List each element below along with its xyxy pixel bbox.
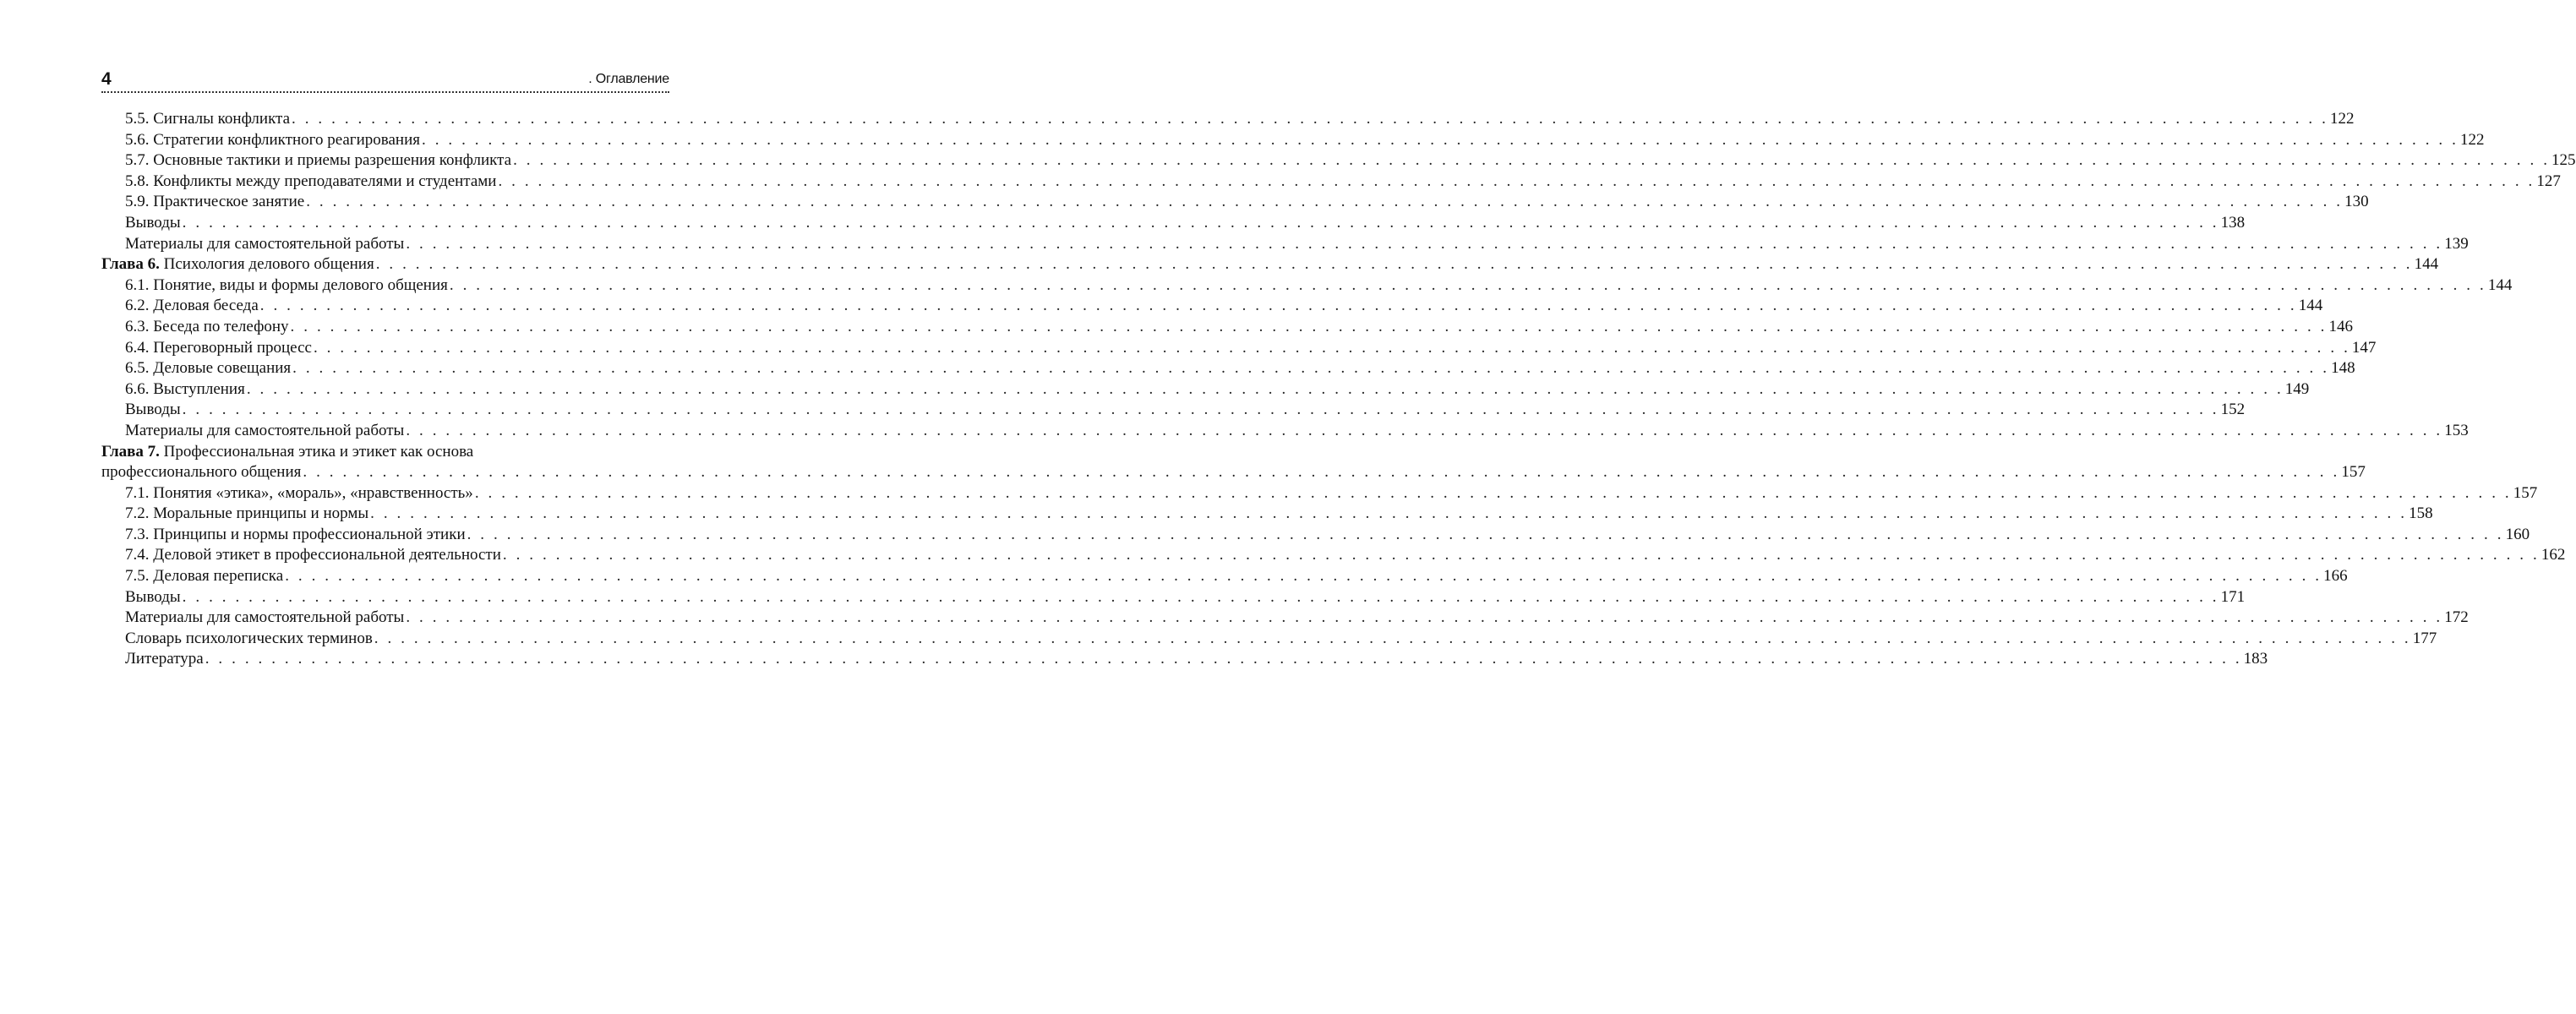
toc-entry-text: 7.3. Принципы и нормы профессиональной этики [125, 525, 466, 543]
dot-leader [498, 172, 2535, 193]
toc-entry-page: 177 [2412, 629, 2437, 647]
toc-entry[interactable] [101, 566, 2348, 587]
toc-entry[interactable] [101, 130, 2485, 151]
toc-entry-text: Материалы для самостоятельной работы [125, 608, 405, 627]
toc-entry-page: 157 [2341, 463, 2366, 482]
dot-leader [467, 525, 2504, 546]
toc-entry-text: 6.3. Беседа по телефону [125, 317, 289, 335]
toc-entry-page: 149 [2284, 379, 2310, 398]
toc-entry[interactable] [101, 213, 2246, 234]
toc-entry[interactable] [101, 421, 2469, 442]
toc-entry[interactable] [101, 192, 2369, 213]
toc-entry[interactable] [101, 504, 2433, 525]
toc-entry[interactable] [101, 525, 2530, 546]
dot-leader [205, 649, 2242, 670]
toc-entry-page: 144 [2414, 255, 2439, 274]
toc-entry-title [125, 296, 259, 317]
dot-leader [503, 545, 2540, 566]
toc-entry-title [125, 545, 501, 566]
toc-entry[interactable] [101, 442, 669, 463]
toc-entry-title [125, 192, 304, 213]
dot-leader [291, 317, 2328, 338]
toc-entry-title [101, 254, 374, 275]
toc-entry-page: 122 [2329, 110, 2355, 128]
dot-leader [406, 608, 2442, 629]
toc-entry-text: 6.2. Деловая беседа [125, 297, 259, 315]
dot-leader [183, 213, 2219, 234]
toc-entry[interactable] [101, 234, 2469, 255]
dot-leader [422, 130, 2459, 151]
toc-entry-title [125, 109, 290, 130]
dot-leader [450, 275, 2486, 297]
toc-entry-text: 5.5. Сигналы конфликта [125, 110, 291, 128]
toc-entry-title [125, 649, 204, 670]
dot-leader [376, 254, 2413, 275]
dot-leader [247, 379, 2284, 401]
toc-entry-title [125, 587, 181, 608]
toc-entry[interactable] [101, 150, 2576, 172]
toc-entry-page: 127 [2536, 172, 2561, 190]
toc-entry-title [125, 172, 496, 193]
toc-entry[interactable] [101, 296, 2323, 317]
toc-entry-title [125, 566, 283, 587]
toc-entry-page: 138 [2220, 213, 2246, 232]
table-of-contents [101, 109, 2576, 670]
toc-entry[interactable] [101, 172, 2561, 193]
dot-leader [513, 150, 2550, 172]
dot-leader [314, 338, 2350, 359]
toc-entry-page: 157 [2513, 483, 2538, 502]
toc-entry-page: 158 [2409, 504, 2433, 523]
toc-entry-text: Материалы для самостоятельной работы [125, 234, 405, 253]
dot-leader [374, 629, 2411, 650]
toc-entry-title [125, 130, 420, 151]
toc-entry-page: 160 [2505, 525, 2530, 543]
dot-leader [406, 421, 2442, 442]
toc-entry-title [125, 213, 181, 234]
toc-entry-text: Литература [125, 650, 204, 668]
toc-entry[interactable] [101, 649, 2268, 670]
page-number: 4 [101, 69, 112, 89]
toc-entry-title [101, 442, 473, 463]
toc-entry-page: 162 [2541, 546, 2566, 564]
toc-entry-text: 7.2. Моральные принципы и нормы [125, 504, 369, 523]
toc-entry-page: 122 [2459, 130, 2485, 149]
toc-entry[interactable] [101, 254, 2439, 275]
section-title: . Оглавление [588, 72, 669, 86]
dot-leader [303, 462, 2339, 483]
toc-entry-title [101, 462, 301, 483]
toc-entry-title [125, 150, 511, 172]
toc-entry-title [125, 421, 404, 442]
toc-entry-page: 125 [2551, 151, 2576, 170]
toc-entry[interactable] [101, 462, 2366, 483]
toc-entry-title [125, 504, 368, 525]
dot-leader [306, 192, 2343, 213]
dot-leader [292, 109, 2328, 130]
toc-entry-page: 144 [2487, 275, 2513, 294]
toc-entry-page: 146 [2328, 317, 2353, 335]
toc-entry-text: 7.1. Понятия «этика», «мораль», «нравственность» [125, 483, 473, 502]
toc-entry-title [125, 234, 404, 255]
toc-entry[interactable] [101, 483, 2538, 504]
toc-entry[interactable] [101, 400, 2246, 421]
dot-leader [260, 296, 2297, 317]
toc-entry-text: 5.8. Конфликты между преподавателями и студентами [125, 172, 497, 190]
toc-entry-title [125, 379, 245, 401]
toc-entry-title [125, 358, 291, 379]
toc-entry-text: 6.1. Понятие, виды и формы делового общения [125, 275, 448, 294]
toc-entry-text: 5.9. Практическое занятие [125, 193, 305, 211]
toc-entry-title [125, 275, 448, 297]
toc-entry-text: Словарь психологических терминов [125, 629, 373, 647]
chapter-label: Глава 6. [101, 255, 160, 274]
toc-entry-text: 6.4. Переговорный процесс [125, 338, 312, 357]
toc-entry[interactable] [101, 358, 2355, 379]
toc-entry-text: Выводы [125, 213, 181, 232]
toc-entry-title [125, 608, 404, 629]
toc-entry-title [125, 317, 289, 338]
toc-entry-title [125, 338, 312, 359]
toc-entry-page: 144 [2298, 297, 2323, 315]
toc-entry[interactable] [101, 275, 2513, 297]
toc-entry-page: 139 [2444, 234, 2469, 253]
dot-leader [475, 483, 2512, 504]
toc-entry[interactable] [101, 587, 2246, 608]
dot-leader [370, 504, 2407, 525]
toc-entry[interactable] [101, 317, 2353, 338]
toc-entry-text: 6.6. Выступления [125, 379, 245, 398]
toc-entry-text: Профессиональная этика и этикет как основа [163, 442, 474, 461]
dot-leader [292, 358, 2329, 379]
toc-entry-page: 147 [2351, 338, 2377, 357]
toc-entry-title [125, 629, 373, 650]
toc-entry[interactable] [101, 109, 2355, 130]
toc-entry[interactable] [101, 545, 2566, 566]
toc-entry-page: 172 [2444, 608, 2469, 627]
toc-entry[interactable] [101, 338, 2377, 359]
toc-entry-page: 130 [2344, 193, 2369, 211]
toc-entry-text: Психология делового общения [163, 255, 374, 274]
toc-entry-title [125, 525, 466, 546]
toc-entry[interactable] [101, 608, 2469, 629]
toc-entry-page: 183 [2243, 650, 2268, 668]
toc-entry-text: Выводы [125, 587, 181, 606]
dot-leader [183, 587, 2219, 608]
toc-entry-text: 5.7. Основные тактики и приемы разрешения конфликта [125, 151, 512, 170]
chapter-label: Глава 7. [101, 442, 160, 461]
toc-entry-text: 6.5. Деловые совещания [125, 359, 292, 378]
toc-entry[interactable] [101, 629, 2437, 650]
toc-entry-title [125, 400, 181, 421]
dot-leader [285, 566, 2322, 587]
toc-entry-title [125, 483, 473, 504]
toc-entry-text: 5.6. Стратегии конфликтного реагирования [125, 130, 420, 149]
toc-entry-page: 171 [2220, 587, 2246, 606]
toc-entry-page: 152 [2220, 401, 2246, 419]
toc-entry[interactable] [101, 379, 2310, 401]
toc-entry-text: 7.5. Деловая переписка [125, 567, 284, 586]
toc-entry-page: 153 [2444, 421, 2469, 439]
toc-entry-page: 166 [2323, 567, 2348, 586]
toc-entry-text: Выводы [125, 401, 181, 419]
toc-entry-text: Материалы для самостоятельной работы [125, 421, 405, 439]
toc-entry-page: 148 [2331, 359, 2355, 378]
toc-entry-text: 7.4. Деловой этикет в профессиональной деятельности [125, 546, 501, 564]
dot-leader [183, 400, 2219, 421]
dot-leader [406, 234, 2442, 255]
toc-entry-text: профессионального общения [101, 463, 302, 482]
running-header [101, 68, 669, 93]
